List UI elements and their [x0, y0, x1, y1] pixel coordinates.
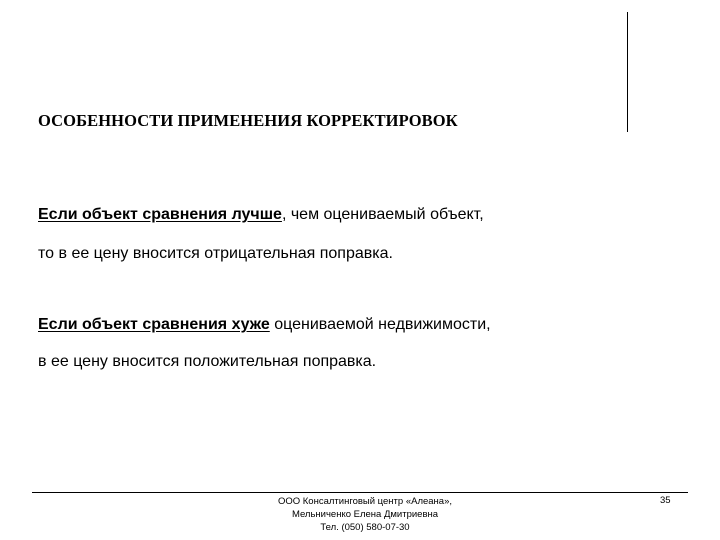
slide-title: ОСОБЕННОСТИ ПРИМЕНЕНИЯ КОРРЕКТИРОВОК: [38, 111, 458, 130]
vertical-divider: [627, 12, 628, 132]
paragraph-2-emphasis: Если объект сравнения хуже: [38, 316, 270, 333]
footer-person: Мельниченко Елена Дмитриевна: [291, 509, 439, 520]
footer-contact: [200, 495, 530, 534]
paragraph-1-line-2: то в ее цену вносится отрицательная поправка.: [38, 245, 393, 262]
paragraph-2-line-2: в ее цену вносится положительная поправка.: [38, 353, 377, 370]
footer-phone: Тел. (050) 580-07-30: [320, 522, 410, 533]
paragraph-2-rest: оцениваемой недвижимости,: [269, 316, 491, 333]
footer-company: ООО Консалтинговый центр «Алеана»,: [277, 496, 453, 507]
paragraph-2-line-1: [38, 316, 491, 334]
paragraph-1-rest: , чем оцениваемый объект,: [281, 206, 484, 223]
page-number: 35: [660, 495, 671, 506]
paragraph-1-emphasis: Если объект сравнения лучше: [38, 206, 282, 223]
footer-divider: [32, 492, 688, 493]
paragraph-1-line-1: [38, 206, 484, 224]
